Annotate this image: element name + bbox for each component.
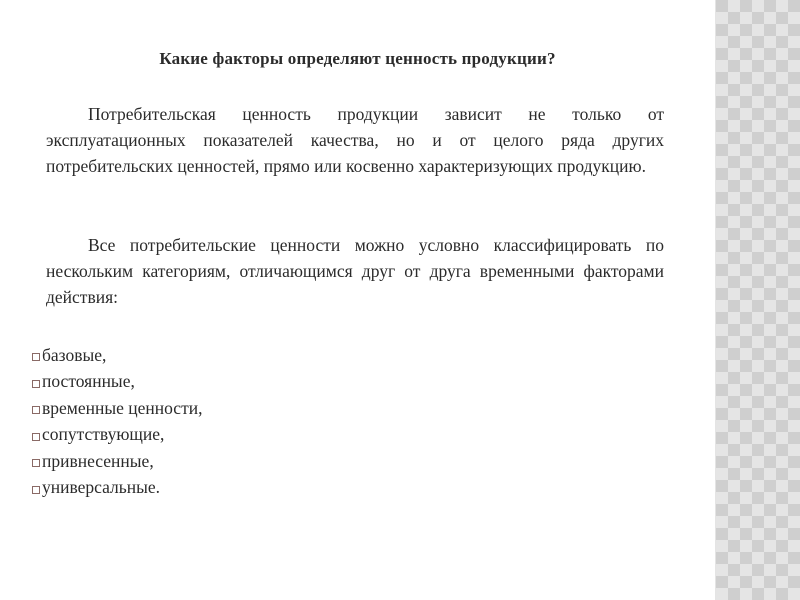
list-item [32,422,202,449]
list-item-label: временные ценности, [42,397,203,418]
hollow-square-bullet-icon [32,380,40,388]
list-item-label: постоянные, [42,371,135,392]
list-item [32,342,202,369]
paragraph-classification: Все потребительские ценности можно условно классифицировать по нескольким категориям, отличающимся друг от друга временными факторами действия: [46,235,664,307]
hollow-square-bullet-icon [32,406,40,414]
list-item [32,475,202,502]
decorative-side-panel [715,0,800,600]
list-item [32,448,202,475]
list-item [32,395,202,422]
slide-title: Какие факторы определяют ценность продукции? [159,49,556,68]
paragraph-consumer-value: Потребительская ценность продукции зависит не только от эксплуатационных показателей качества, но и от целого ряда других потребительских ценностей, прямо или косвенно характеризующих продукцию. [46,104,664,176]
list-item-label: базовые, [42,344,107,365]
hollow-square-bullet-icon [32,433,40,441]
list-item [32,369,202,396]
hollow-square-bullet-icon [32,486,40,494]
hollow-square-bullet-icon [32,459,40,467]
list-item-label: универсальные. [42,477,161,498]
hollow-square-bullet-icon [32,353,40,361]
value-categories-list [32,342,202,501]
list-item-label: сопутствующие, [42,424,165,445]
list-item-label: привнесенные, [42,450,154,471]
